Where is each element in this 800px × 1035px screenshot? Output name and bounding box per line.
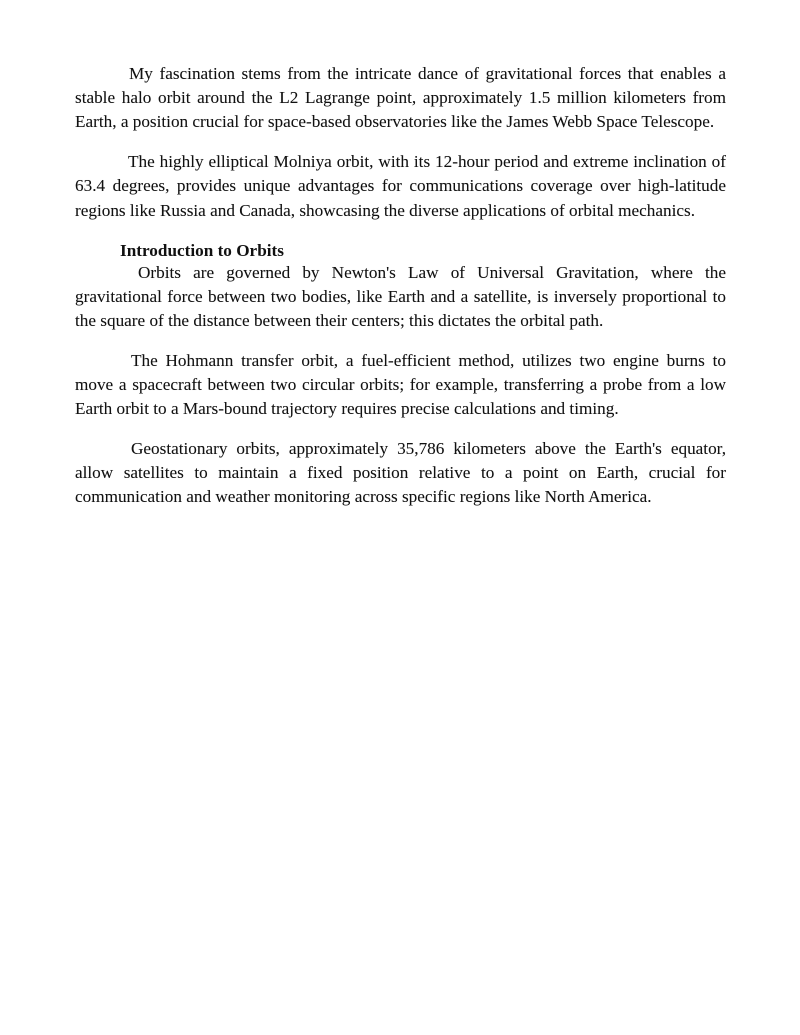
section-heading: Introduction to Orbits [120,240,284,260]
document-page [75,62,726,525]
paragraph-hohmann-transfer: The Hohmann transfer orbit, a fuel-efficient method, utilizes two engine burns to move a spacecraft between two circular orbits; for example, transferring a probe from a low Earth orbit to a Mars-bound trajectory requires precise calculations and timing. [75,350,726,419]
paragraph-newton-gravitation: Orbits are governed by Newton's Law of Universal Gravitation, where the gravitational force between two bodies, like Earth and a satellite, is inversely proportional to the square of the distance between their centers; this dictates the orbital path. [75,262,726,331]
paragraph-molniya-orbit: The highly elliptical Molniya orbit, with its 12-hour period and extreme inclination of 63.4 degrees, provides unique advantages for communications coverage over high-latitude regions like Russia and Canada, showcasing the diverse applications of orbital mechanics. [75,152,726,220]
paragraph-geostationary-orbits: Geostationary orbits, approximately 35,786 kilometers above the Earth's equator, allow satellites to maintain a fixed position relative to a point on Earth, crucial for communication and weather monitoring across specific regions like North America. [75,438,726,507]
paragraph-l2-halo-orbit: My fascination stems from the intricate dance of gravitational forces that enables a stable halo orbit around the L2 Lagrange point, approximately 1.5 million kilometers from Earth, a position crucial for space-based observatories like the James Webb Space Telescope. [75,64,726,132]
